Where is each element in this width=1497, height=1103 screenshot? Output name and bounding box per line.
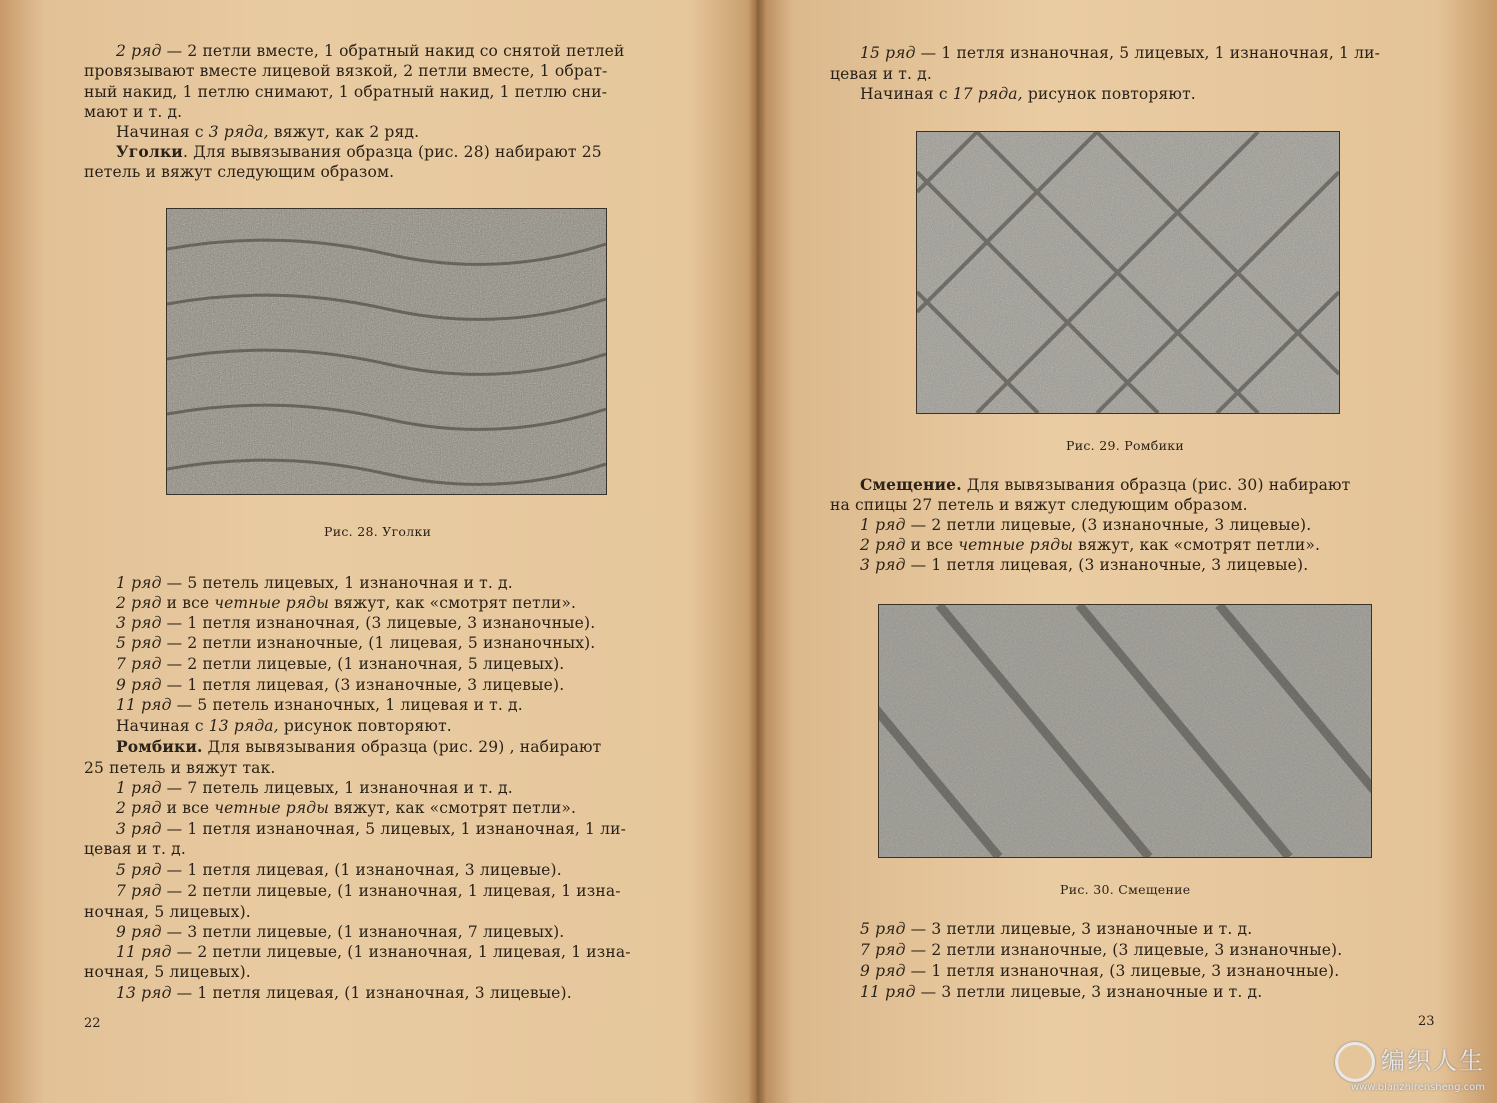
section-heading-rombiki: Ромбики. Для вывязывания образца (рис. 29) , набирают [116,737,602,756]
text-line: ный накид, 1 петлю снимают, 1 обратный накид, 1 петлю сни- [84,83,608,101]
text-line: 5 ряд — 1 петля лицевая, (1 изнаночная, 3 лицевые). [116,861,562,879]
text-line: провязывают вместе лицевой вязкой, 2 петли вместе, 1 обрат- [84,62,608,80]
text-line: 11 ряд — 2 петли лицевые, (1 изнаночная, 1 лицевая, 1 изна- [116,943,631,961]
text-line: цевая и т. д. [84,840,186,858]
text-line: 2 ряд и все четные ряды вяжут, как «смотрят петли». [860,536,1321,554]
figure-28-caption: Рис. 28. Уголки [324,524,432,539]
text-line: мают и т. д. [84,103,183,121]
text-line: 15 ряд — 1 петля изнаночная, 5 лицевых, 1 изнаночная, 1 ли- [860,44,1380,62]
text-line: 7 ряд — 2 петли лицевые, (1 изнаночная, 1 лицевая, 1 изна- [116,882,621,900]
text-line: 3 ряд — 1 петля изнаночная, (3 лицевые, 3 изнаночные). [116,614,596,632]
text-line: петель и вяжут следующим образом. [84,163,395,181]
text-line: Начиная с 13 ряда, рисунок повторяют. [116,717,452,735]
text-line: на спицы 27 петель и вяжут следующим образом. [830,496,1248,514]
text-line: 9 ряд — 1 петля изнаночная, (3 лицевые, 3 изнаночные). [860,962,1340,980]
text-line: 11 ряд — 3 петли лицевые, 3 изнаночные и т. д. [860,983,1263,1001]
figure-29-caption: Рис. 29. Ромбики [1066,438,1185,453]
section-heading-smeshchenie: Смещение. Для вывязывания образца (рис. 30) набирают [860,475,1351,494]
watermark-url: www.bianzhirensheng.com [1350,1082,1485,1093]
text-line: 1 ряд — 2 петли лицевые, (3 изнаночные, 3 лицевые). [860,516,1312,534]
text-line: 5 ряд — 3 петли лицевые, 3 изнаночные и т. д. [860,920,1253,938]
text-line: 2 ряд и все четные ряды вяжут, как «смотрят петли». [116,799,577,817]
text-line: цевая и т. д. [830,65,932,83]
text-line: 11 ряд — 5 петель изнаночных, 1 лицевая и т. д. [116,696,523,714]
text-line: 13 ряд — 1 петля лицевая, (1 изнаночная, 3 лицевые). [116,984,572,1002]
page-number-left: 22 [84,1016,101,1031]
text-line: 5 ряд — 2 петли изнаночные, (1 лицевая, 5 изнаночных). [116,634,596,652]
text-line: 9 ряд — 3 петли лицевые, (1 изнаночная, 7 лицевых). [116,923,565,941]
text-line: 7 ряд — 2 петли изнаночные, (3 лицевые, 3 изнаночные). [860,941,1343,959]
figure-29-photo [916,131,1340,414]
section-heading-ugolki: Уголки. Для вывязывания образца (рис. 28) набирают 25 [116,142,602,161]
text-line: 9 ряд — 1 петля лицевая, (3 изнаночные, 3 лицевые). [116,676,565,694]
text-line: ночная, 5 лицевых). [84,903,251,921]
text-line: 3 ряд — 1 петля лицевая, (3 изнаночные, 3 лицевые). [860,556,1309,574]
text-line: 2 ряд и все четные ряды вяжут, как «смотрят петли». [116,594,577,612]
text-line: 25 петель и вяжут так. [84,759,276,777]
page-number-right: 23 [1418,1014,1435,1029]
text-line: 7 ряд — 2 петли лицевые, (1 изнаночная, 5 лицевых). [116,655,565,673]
text-line: ночная, 5 лицевых). [84,963,251,981]
figure-30-photo [878,604,1372,858]
text-line: 3 ряд — 1 петля изнаночная, 5 лицевых, 1 изнаночная, 1 ли- [116,820,626,838]
watermark [1335,1041,1485,1093]
text-line: 1 ряд — 5 петель лицевых, 1 изнаночная и т. д. [116,574,513,592]
text-line: Начиная с 17 ряда, рисунок повторяют. [860,85,1196,103]
figure-30-caption: Рис. 30. Смещение [1060,882,1191,897]
text-line: 1 ряд — 7 петель лицевых, 1 изнаночная и т. д. [116,779,513,797]
right-page [760,0,1497,1103]
text-line: 2 ряд — 2 петли вместе, 1 обратный накид со снятой петлей [116,42,625,60]
figure-28-photo [166,208,607,495]
swirl-logo-icon [1335,1042,1375,1082]
text-line: Начиная с 3 ряда, вяжут, как 2 ряд. [116,123,420,141]
watermark-logo-text: 编织人生 [1381,1047,1485,1075]
